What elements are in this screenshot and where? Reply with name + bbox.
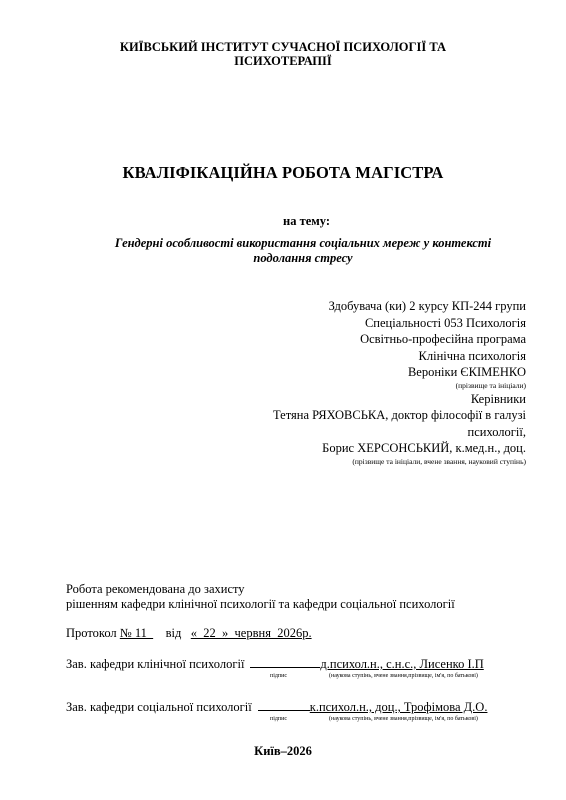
recommendation <box>66 582 455 612</box>
topic-line-2: подолання стресу <box>253 251 353 265</box>
protocol-from: від <box>153 626 191 640</box>
protocol-label: Протокол <box>66 626 120 640</box>
recommendation-line-1: Робота рекомендована до захисту <box>66 582 245 596</box>
author-program: Освітньо-професійна програма <box>360 332 526 346</box>
author-name-note: (прізвище та ініціали) <box>455 380 526 390</box>
signature-line <box>250 657 320 668</box>
signature-dept: Зав. кафедри соціальної психології <box>66 700 252 714</box>
thesis-topic <box>70 236 536 266</box>
author-program-name: Клінічна психологія <box>418 348 526 363</box>
supervisor-2: Борис ХЕРСОНСЬКИЙ, к.мед.н., доц. <box>322 441 526 455</box>
signature-person: к.психол.н., доц., Трофімова Д.О. <box>309 700 488 714</box>
institute-name <box>60 40 506 68</box>
author-block <box>206 298 526 467</box>
signature-row-social <box>66 700 487 715</box>
author-name: Вероніки ЄКІМЕНКО <box>407 365 526 379</box>
supervisors-note: (прізвище та ініціали, вчене звання, науковий ступінь) <box>352 456 526 466</box>
signature-person: д.психол.н., с.н.с., Лисенко І.П <box>320 657 484 671</box>
supervisor-1-line-1: Тетяна РЯХОВСЬКА, доктор філософії в галузі <box>273 408 526 422</box>
city-year: Київ–2026 <box>254 744 312 758</box>
signature-note: підпис <box>270 673 288 679</box>
person-note: (наукова ступінь, вчене звання,прізвище, ім'я, по батькові) <box>329 716 478 722</box>
protocol-number: № 11 <box>119 626 154 640</box>
protocol-date: « 22 » червня 2026р. <box>190 626 312 640</box>
author-specialty: Спеціальності 053 Психологія <box>364 315 526 330</box>
signature-row-clinical <box>66 657 484 672</box>
institute-line-2: ПСИХОТЕРАПІЇ <box>234 54 332 68</box>
topic-line-1: Гендерні особливості використання соціальних мереж у контексті <box>114 236 492 250</box>
recommendation-line-2: рішенням кафедри клінічної психології та кафедри соціальної психології <box>66 597 455 611</box>
supervisors-label: Керівники <box>470 391 526 406</box>
person-note: (наукова ступінь, вчене звання,прізвище, ім'я, по батькові) <box>329 673 478 679</box>
author-course: Здобувача (ки) 2 курсу КП-244 групи <box>328 299 526 313</box>
document-title: КВАЛІФІКАЦІЙНА РОБОТА МАГІСТРА <box>122 163 444 182</box>
institute-line-1: КИЇВСЬКИЙ ІНСТИТУТ СУЧАСНОЇ ПСИХОЛОГІЇ ТА <box>119 40 447 54</box>
supervisor-1-line-2: психології, <box>467 424 526 439</box>
signature-note: підпис <box>270 716 288 722</box>
protocol <box>66 626 312 641</box>
signature-line <box>258 700 310 711</box>
signature-dept: Зав. кафедри клінічної психології <box>66 657 245 671</box>
topic-label: на тему: <box>283 214 331 228</box>
